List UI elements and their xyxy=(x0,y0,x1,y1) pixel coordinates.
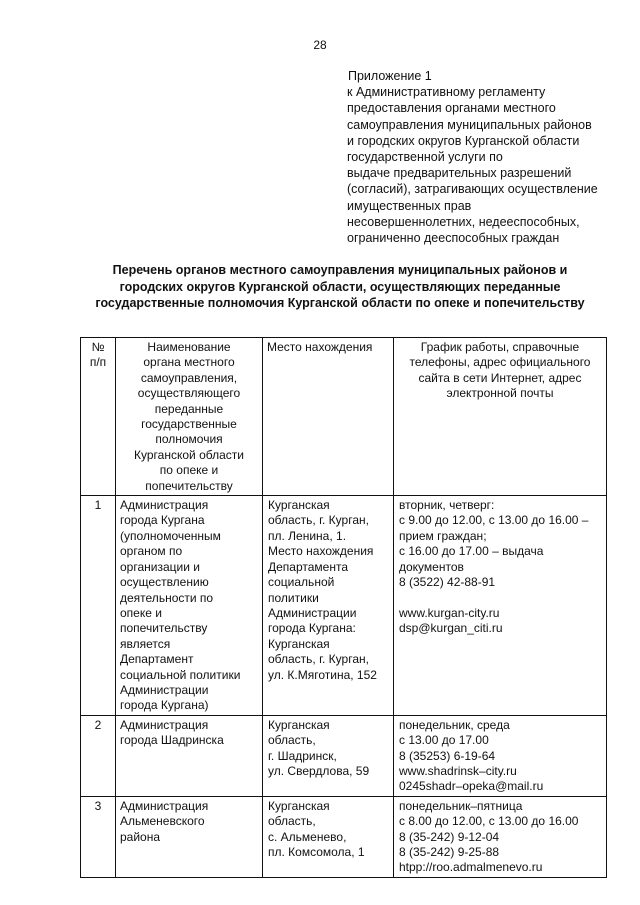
cell-schedule xyxy=(394,496,607,716)
cell-name-line: Администрации xyxy=(120,682,209,697)
cell-location-line: область, xyxy=(268,814,316,829)
header-name-line: переданные xyxy=(154,401,224,416)
cell-name-line: организации и xyxy=(120,559,200,574)
cell-name xyxy=(116,796,263,877)
header-name-line: по опеке и xyxy=(159,463,219,478)
cell-schedule-line: 0245shadr–opeka@mail.ru xyxy=(399,779,544,794)
cell-name-line: Департамент xyxy=(120,652,194,667)
header-schedule-line: График работы, справочные xyxy=(420,340,580,354)
cell-schedule-line: понедельник, среда xyxy=(399,717,510,732)
cell-name-line: деятельности по xyxy=(120,590,214,605)
cell-location-line: Курганская xyxy=(268,636,330,651)
cell-schedule-line: вторник, четверг: xyxy=(399,498,495,513)
cell-name xyxy=(116,715,263,796)
header-location xyxy=(263,338,394,496)
appendix-block xyxy=(347,68,622,246)
cell-name-line: опеке и xyxy=(120,605,162,620)
cell-schedule-line: 8 (35-242) 9-25-88 xyxy=(399,845,500,859)
cell-location-line: пл. Ленина, 1. xyxy=(268,528,347,543)
cell-name-line: (уполномоченным xyxy=(120,528,221,543)
appendix-line: и городских округов Курганской области xyxy=(347,133,580,148)
cell-schedule-line: понедельник–пятница xyxy=(399,798,523,813)
header-schedule-line: телефоны, адрес официального xyxy=(409,355,591,370)
table-row xyxy=(81,496,607,716)
cell-num: 3 xyxy=(81,796,116,877)
header-name-line: государственные xyxy=(141,417,237,432)
appendix-line: самоуправления муниципальных районов xyxy=(347,117,592,132)
cell-name-line: города Шадринска xyxy=(120,733,224,748)
header-num xyxy=(81,338,116,496)
cell-schedule-line: 8 (35253) 6-19-64 xyxy=(399,748,496,763)
header-name-line: осуществляющего xyxy=(137,386,241,401)
cell-name-line: Альменевского xyxy=(120,814,205,829)
cell-num: 1 xyxy=(81,496,116,716)
cell-location-line: города Кургана: xyxy=(268,621,356,636)
cell-schedule-line: 8 (3522) 42-88-91 xyxy=(399,575,496,590)
cell-location-line: социальной xyxy=(268,575,335,590)
cell-location xyxy=(263,715,394,796)
cell-name-line: Администрация xyxy=(120,798,209,813)
document-title xyxy=(70,262,610,312)
header-name-line: органа местного xyxy=(143,355,235,370)
table-header-row xyxy=(81,338,607,496)
cell-name-line: города Кургана xyxy=(120,513,205,528)
registry-table xyxy=(80,337,607,878)
cell-name-line: района xyxy=(120,829,161,844)
appendix-line: (согласий), затрагивающих осуществление xyxy=(347,182,598,197)
header-name xyxy=(116,338,263,496)
appendix-line: имущественных прав xyxy=(347,198,472,213)
cell-schedule-line: прием граждан; xyxy=(399,528,487,543)
header-name-line: Наименование xyxy=(147,340,231,354)
cell-location-line: ул. К.Мяготина, 152 xyxy=(268,667,377,682)
header-schedule-line: электронной почты xyxy=(446,386,554,401)
header-name-line: самоуправления, xyxy=(140,370,238,385)
cell-location xyxy=(263,496,394,716)
cell-name-line: является xyxy=(120,636,171,651)
cell-location-line: Место нахождения xyxy=(268,544,374,559)
cell-schedule xyxy=(394,715,607,796)
appendix-line: выдаче предварительных разрешений xyxy=(347,166,572,181)
header-name-line: полномочия xyxy=(155,432,223,447)
cell-location-line: ул. Свердлова, 59 xyxy=(268,763,370,778)
table-row xyxy=(81,715,607,796)
cell-num: 2 xyxy=(81,715,116,796)
cell-name-line: социальной политики xyxy=(120,667,241,682)
cell-location-line: Курганская xyxy=(268,717,330,732)
cell-location-line: г. Шадринск, xyxy=(268,748,337,763)
cell-location xyxy=(263,796,394,877)
cell-location-line: область, г. Курган, xyxy=(268,652,369,667)
cell-schedule-line: с 13.00 до 17.00 xyxy=(399,733,489,748)
header-schedule xyxy=(394,338,607,496)
header-name-line: Курганской области xyxy=(134,447,244,462)
header-num-line: № xyxy=(91,340,105,354)
cell-location-line: Курганская xyxy=(268,498,330,513)
cell-schedule-line: www.shadrinsk–city.ru xyxy=(399,763,517,778)
header-num-line: п/п xyxy=(89,355,107,370)
cell-location-line: Администрации xyxy=(268,605,357,620)
appendix-line: предоставления органами местного xyxy=(347,101,556,116)
cell-name-line: попечительству xyxy=(120,621,208,636)
appendix-line: несовершеннолетних, недееспособных, xyxy=(347,214,580,229)
cell-schedule-line: с 16.00 до 17.00 – выдача xyxy=(399,544,544,559)
cell-location-line: Курганская xyxy=(268,798,330,813)
appendix-line: Приложение 1 xyxy=(348,69,432,83)
cell-name-line: осуществлению xyxy=(120,575,209,590)
cell-location-line: область, xyxy=(268,733,316,748)
cell-name xyxy=(116,496,263,716)
cell-schedule-line: 8 (35-242) 9-12-04 xyxy=(399,829,500,844)
cell-location-line: с. Альменево, xyxy=(268,829,347,844)
title-line: Перечень органов местного самоуправления муниципальных районов и xyxy=(112,263,568,277)
cell-name-line: города Кургана) xyxy=(120,698,209,713)
header-location-line: Место нахождения xyxy=(267,340,373,354)
cell-name-line: Администрация xyxy=(120,717,209,732)
title-line: городских округов Курганской области, осуществляющих переданные xyxy=(119,279,561,294)
cell-schedule-line xyxy=(398,591,602,606)
cell-schedule-line: dsp@kurgan_citi.ru xyxy=(399,620,503,635)
title-line: государственные полномочия Курганской области по опеке и попечительству xyxy=(95,296,585,310)
cell-schedule-line: документов xyxy=(399,559,464,574)
page-number: 28 xyxy=(313,38,327,52)
cell-location-line: область, г. Курган, xyxy=(268,513,369,528)
cell-schedule-line: www.kurgan-city.ru xyxy=(399,605,500,620)
cell-schedule xyxy=(394,796,607,877)
appendix-line: к Административному регламенту xyxy=(347,85,546,100)
table-body xyxy=(81,496,607,878)
appendix-line: ограниченно дееспособных граждан xyxy=(347,231,560,246)
cell-location-line: пл. Комсомола, 1 xyxy=(268,845,365,859)
table-row xyxy=(81,796,607,877)
cell-schedule-line: с 8.00 до 12.00, с 13.00 до 16.00 xyxy=(399,814,579,829)
cell-schedule-line: с 9.00 до 12.00, с 13.00 до 16.00 – xyxy=(399,513,589,528)
appendix-line: государственной услуги по xyxy=(347,150,503,165)
cell-name-line: Администрация xyxy=(120,498,209,513)
header-schedule-line: сайта в сети Интернет, адрес xyxy=(418,370,582,385)
header-name-line: попечительству xyxy=(145,478,233,493)
cell-schedule-line: htpp://roo.admalmenevo.ru xyxy=(399,860,543,875)
cell-location-line: Департамента xyxy=(268,559,349,574)
cell-location-line: политики xyxy=(268,590,319,605)
cell-name-line: органом по xyxy=(120,544,183,559)
